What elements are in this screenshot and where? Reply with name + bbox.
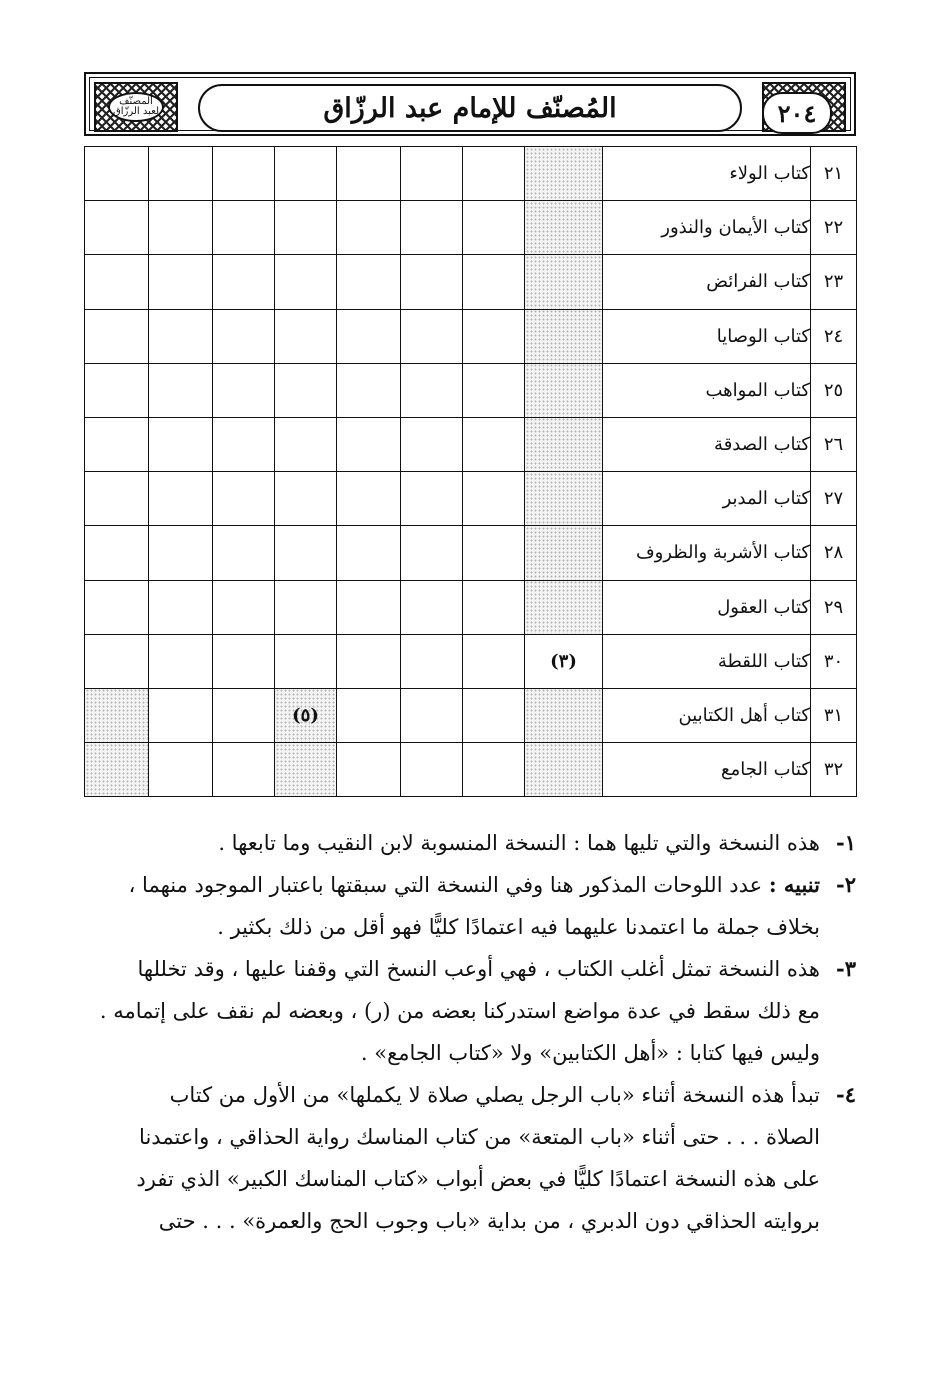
footnote-reference: (٣) [550,650,577,672]
book-title: كتاب أهل الكتابين [603,688,811,742]
manuscript-cell [275,309,337,363]
manuscript-cell [463,472,525,526]
manuscript-cell [337,526,401,580]
table-row [85,743,857,797]
manuscript-cell [275,526,337,580]
manuscript-cell [213,634,275,688]
manuscript-cell [149,309,213,363]
manuscript-cell [85,363,149,417]
page-number: ٢٠٤ [762,92,832,134]
manuscript-cell [463,363,525,417]
manuscript-cell [213,417,275,471]
manuscript-cell [85,147,149,201]
manuscript-cell [525,472,603,526]
footnote-line [84,1074,820,1116]
manuscript-cell [149,526,213,580]
footnote-marker: ٣- [836,956,856,981]
manuscript-cell [401,634,463,688]
manuscript-cell [463,634,525,688]
manuscript-cell [275,688,337,742]
table-row [85,688,857,742]
manuscript-cell [401,472,463,526]
manuscript-cell [275,580,337,634]
manuscript-cell [149,147,213,201]
book-title: كتاب الجامع [603,743,811,797]
footnote-line [84,864,820,906]
book-title: كتاب الأشربة والظروف [603,526,811,580]
footnote-text: هذه النسخة والتي تليها هما : النسخة المنسوبة لابن النقيب وما تابعها . [218,831,820,855]
manuscript-cell [525,417,603,471]
footnote-line [84,1158,820,1200]
table-row [85,417,857,471]
table-row [85,363,857,417]
header-ornament-left [94,82,178,132]
manuscript-cell [463,688,525,742]
footnotes [84,822,856,1242]
manuscript-cell [275,363,337,417]
manuscript-cell [275,201,337,255]
manuscript-cell [463,309,525,363]
footnote-text: الصلاة . . . حتى أثناء «باب المتعة» من كتاب المناسك رواية الحذاقي ، واعتمدنا [139,1125,820,1149]
table-row [85,580,857,634]
manuscript-cell [401,363,463,417]
manuscript-cell [337,417,401,471]
footnote [84,822,856,864]
footnote-line [84,1116,820,1158]
manuscript-cell [213,201,275,255]
manuscript-cell [337,363,401,417]
footnote-text: وليس فيها كتابا : «أهل الكتابين» ولا «كتاب الجامع» . [360,1041,820,1065]
manuscript-cell [463,743,525,797]
book-title: كتاب المدبر [603,472,811,526]
manuscript-cell [525,363,603,417]
book-title: كتاب الصدقة [603,417,811,471]
row-number: ٢٣ [811,255,857,309]
manuscript-cell [463,255,525,309]
manuscript-cell [85,688,149,742]
book-title: كتاب الفرائض [603,255,811,309]
manuscript-cell [85,634,149,688]
table-body [85,147,857,797]
manuscript-cell [275,634,337,688]
manuscript-cell [213,363,275,417]
row-number: ٢٢ [811,201,857,255]
manuscript-cell [337,634,401,688]
manuscript-cell [85,309,149,363]
manuscript-cell [463,147,525,201]
manuscript-cell [401,309,463,363]
row-number: ٢٧ [811,472,857,526]
footnote-text: بخلاف جملة ما اعتمدنا عليهما فيه اعتمادًا كليًّا فهو أقل من ذلك بكثير . [217,915,820,939]
manuscript-cell [85,201,149,255]
manuscript-cell [525,634,603,688]
footnote-text: عدد اللوحات المذكور هنا وفي النسخة التي سبقتها باعتبار الموجود منهما ، [128,873,763,897]
manuscript-cell [337,472,401,526]
book-title: كتاب الولاء [603,147,811,201]
footnote-text: هذه النسخة تمثل أغلب الكتاب ، فهي أوعب النسخ التي وقفنا عليها ، وقد تخللها [137,957,820,981]
manuscript-cell [525,743,603,797]
manuscript-cell [85,255,149,309]
footnote-marker: ٤- [836,1082,856,1107]
manuscript-cell [525,526,603,580]
manuscript-cell [149,417,213,471]
manuscript-cell [213,688,275,742]
manuscript-cell [337,688,401,742]
manuscript-cell [337,201,401,255]
manuscript-cell [525,255,603,309]
footnote [84,948,856,1074]
manuscript-cell [149,472,213,526]
manuscript-cell [213,743,275,797]
manuscript-cell [149,580,213,634]
footnote-marker: ١- [836,830,856,855]
manuscript-cell [275,255,337,309]
manuscript-cell [275,743,337,797]
manuscript-cell [149,255,213,309]
row-number: ٣٠ [811,634,857,688]
row-number: ٢١ [811,147,857,201]
table-row [85,472,857,526]
manuscript-cell [337,309,401,363]
footnote-line [84,822,820,864]
manuscript-cell [401,743,463,797]
row-number: ٢٦ [811,417,857,471]
book-title: كتاب العقول [603,580,811,634]
table-row [85,255,857,309]
manuscript-cell [213,580,275,634]
footnote-line [84,1032,820,1074]
footnote-lead: تنبيه : [768,872,820,897]
manuscript-cell [149,743,213,797]
row-number: ٢٩ [811,580,857,634]
footnote-line [84,990,820,1032]
manuscript-cell [463,417,525,471]
row-number: ٢٨ [811,526,857,580]
manuscript-cell [525,201,603,255]
manuscript-cell [213,309,275,363]
manuscript-cell [149,634,213,688]
manuscript-cell [149,363,213,417]
table-row [85,526,857,580]
manuscript-cell [275,417,337,471]
footnote-text: مع ذلك سقط في عدة مواضع استدركنا بعضه من (ر) ، وبعضه لم نقف على إتمامه . [99,999,820,1023]
row-number: ٢٥ [811,363,857,417]
manuscript-cell [337,255,401,309]
manuscript-cell [525,580,603,634]
manuscript-cell [525,147,603,201]
manuscript-cell [401,526,463,580]
footnote-line [84,948,820,990]
table-row [85,201,857,255]
manuscript-cell [85,743,149,797]
manuscript-cell [463,201,525,255]
book-title: كتاب الأيمان والنذور [603,201,811,255]
manuscript-cell [401,147,463,201]
table-row [85,147,857,201]
footnote-text: بروايته الحذاقي دون الدبري ، من بداية «باب وجوب الحج والعمرة» . . . حتى [158,1209,820,1233]
footnote-reference: (٥) [292,704,319,726]
manuscript-cell [337,147,401,201]
manuscript-cell [213,147,275,201]
manuscript-cell [337,580,401,634]
header-ornament-right [762,82,846,132]
footnote [84,864,856,948]
manuscript-cell [463,526,525,580]
manuscript-cell [401,255,463,309]
book-title: كتاب المواهب [603,363,811,417]
footnote-text: تبدأ هذه النسخة أثناء «باب الرجل يصلي صلاة لا يكملها» من الأول من كتاب [169,1083,820,1107]
manuscripts-table [84,146,857,797]
manuscript-cell [401,201,463,255]
manuscript-cell [213,255,275,309]
manuscript-cell [337,743,401,797]
manuscript-cell [401,688,463,742]
row-number: ٣٢ [811,743,857,797]
row-number: ٣١ [811,688,857,742]
footnote-text: على هذه النسخة اعتمادًا كليًّا في بعض أبواب «كتاب المناسك الكبير» الذي تفرد [136,1167,820,1191]
manuscript-cell [213,472,275,526]
book-title: كتاب الوصايا [603,309,811,363]
manuscript-cell [401,580,463,634]
row-number: ٢٤ [811,309,857,363]
manuscript-cell [85,580,149,634]
footnote-line [84,906,820,948]
table-row [85,634,857,688]
manuscript-cell [85,417,149,471]
manuscript-cell [149,688,213,742]
manuscript-cell [463,580,525,634]
manuscript-cell [275,472,337,526]
footnote-line [84,1200,820,1242]
manuscript-cell [149,201,213,255]
header-frame [89,77,851,131]
book-title: كتاب اللقطة [603,634,811,688]
manuscript-cell [85,472,149,526]
manuscript-cell [401,417,463,471]
manuscript-cell [213,526,275,580]
table-row [85,309,857,363]
manuscript-cell [525,688,603,742]
manuscript-cell [525,309,603,363]
footnote [84,1074,856,1242]
footnote-marker: ٢- [836,872,856,897]
page-title: المُصنّف للإمام عبد الرزّاق [198,84,742,132]
page-header [84,72,856,136]
manuscript-cell [275,147,337,201]
manuscript-cell [85,526,149,580]
ornament-left-label: المصنّف لعبد الرزّاق [108,92,164,122]
